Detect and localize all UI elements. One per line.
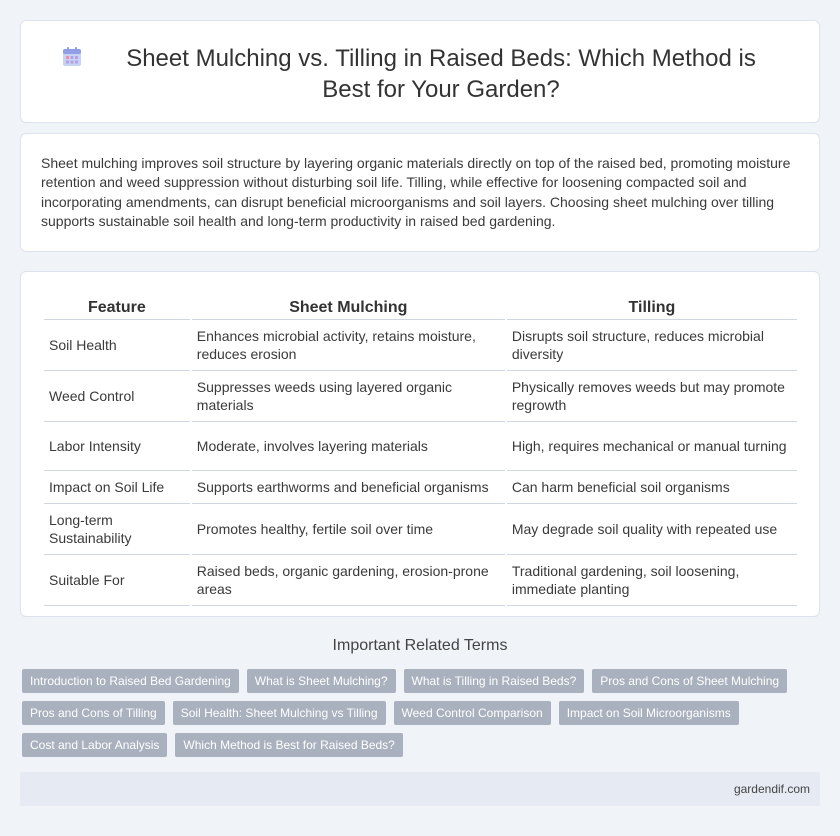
related-terms-heading: Important Related Terms — [332, 637, 508, 654]
sheet-mulching-cell: Suppresses weeds using layered organic materials — [192, 371, 505, 422]
site-name[interactable]: gardendif.com — [733, 782, 810, 796]
tilling-cell: Can harm beneficial soil organisms — [507, 471, 797, 504]
related-term-tag[interactable]: Pros and Cons of Sheet Mulching — [592, 669, 787, 693]
related-term-tag[interactable]: Which Method is Best for Raised Beds? — [175, 733, 402, 757]
footer — [20, 772, 820, 806]
feature-cell: Impact on Soil Life — [44, 471, 190, 504]
header-feature: Feature — [44, 296, 190, 320]
page-title: Sheet Mulching vs. Tilling in Raised Beds: Which Method is Best for Your Garden? — [126, 45, 756, 103]
table-row — [44, 422, 797, 471]
related-terms-list — [22, 669, 812, 757]
feature-cell: Labor Intensity — [44, 422, 190, 471]
intro-card — [20, 133, 820, 252]
feature-cell: Suitable For — [44, 555, 190, 606]
table-row — [44, 471, 797, 504]
table-row — [44, 371, 797, 422]
related-term-tag[interactable]: What is Tilling in Raised Beds? — [404, 669, 585, 693]
related-term-tag[interactable]: Cost and Labor Analysis — [22, 733, 167, 757]
related-term-tag[interactable]: Impact on Soil Microorganisms — [559, 701, 739, 725]
comparison-table — [42, 296, 799, 606]
sheet-mulching-cell: Moderate, involves layering materials — [192, 422, 505, 471]
header-tilling: Tilling — [507, 296, 797, 320]
tilling-cell: May degrade soil quality with repeated use — [507, 504, 797, 555]
table-row — [44, 320, 797, 371]
comparison-table-card — [20, 271, 820, 617]
related-term-tag[interactable]: Weed Control Comparison — [394, 701, 551, 725]
feature-cell: Long-term Sustainability — [44, 504, 190, 555]
related-term-tag[interactable]: Pros and Cons of Tilling — [22, 701, 165, 725]
related-term-tag[interactable]: Soil Health: Sheet Mulching vs Tilling — [173, 701, 386, 725]
sheet-mulching-cell: Enhances microbial activity, retains moisture, reduces erosion — [192, 320, 505, 371]
table-row — [44, 555, 797, 606]
tilling-cell: High, requires mechanical or manual turning — [507, 422, 797, 471]
related-term-tag[interactable]: Introduction to Raised Bed Gardening — [22, 669, 239, 693]
related-term-tag[interactable]: What is Sheet Mulching? — [247, 669, 396, 693]
title-card — [20, 20, 820, 123]
feature-cell: Soil Health — [44, 320, 190, 371]
tilling-cell: Traditional gardening, soil loosening, immediate planting — [507, 555, 797, 606]
header-sheet-mulching: Sheet Mulching — [192, 296, 505, 320]
table-header-row — [44, 296, 797, 320]
sheet-mulching-cell: Raised beds, organic gardening, erosion-prone areas — [192, 555, 505, 606]
sheet-mulching-cell: Supports earthworms and beneficial organisms — [192, 471, 505, 504]
sheet-mulching-cell: Promotes healthy, fertile soil over time — [192, 504, 505, 555]
tilling-cell: Disrupts soil structure, reduces microbial diversity — [507, 320, 797, 371]
table-row — [44, 504, 797, 555]
intro-paragraph: Sheet mulching improves soil structure by layering organic materials directly on top of the raised bed, promoting moisture retention and weed suppression without disturbing soil life. Tilling, while effective for loosening compacted soil and incorporating amendments, can disrupt beneficial microorganisms and soil layers. Choosing sheet mulching over tilling supports sustainable soil health and long-term productivity in raised bed gardening. — [41, 155, 791, 230]
tilling-cell: Physically removes weeds but may promote regrowth — [507, 371, 797, 422]
feature-cell: Weed Control — [44, 371, 190, 422]
